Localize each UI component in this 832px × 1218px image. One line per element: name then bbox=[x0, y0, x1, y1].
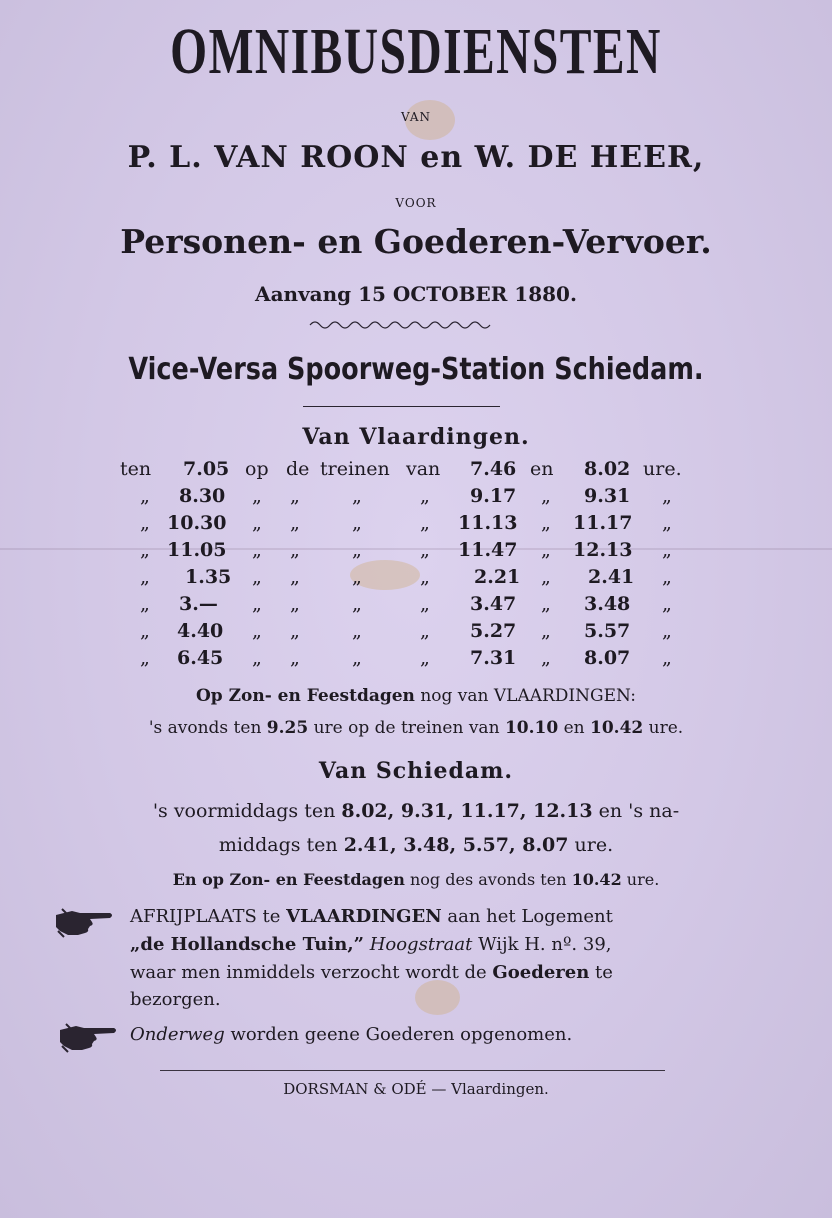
train-time: 11.47 bbox=[458, 539, 518, 561]
subtitle: Personen- en Goederen-Vervoer. bbox=[120, 222, 712, 261]
divider bbox=[303, 406, 500, 407]
text: worden geene Goederen opgenomen. bbox=[224, 1024, 573, 1045]
route-title: Vice-Versa Spoorweg-Station Schiedam. bbox=[128, 352, 704, 387]
ditto-mark: „ bbox=[541, 566, 551, 588]
train-time: 11.13 bbox=[458, 512, 518, 534]
notice-line bbox=[130, 962, 613, 983]
ditto-mark: „ bbox=[252, 647, 262, 669]
train-time: 8.07 bbox=[584, 647, 631, 669]
cell: van bbox=[406, 458, 441, 480]
ditto-mark: „ bbox=[290, 620, 300, 642]
text: middags ten bbox=[218, 834, 344, 856]
wavy-divider bbox=[0, 318, 832, 332]
cell: treinen bbox=[320, 458, 390, 480]
train-time: 3.48 bbox=[584, 593, 631, 615]
ditto-mark: „ bbox=[420, 620, 430, 642]
text: AFRIJPLAATS te bbox=[130, 906, 287, 927]
train-time: 11.17 bbox=[573, 512, 633, 534]
ditto-mark: „ bbox=[352, 620, 362, 642]
proprietors: P. L. VAN ROON en W. DE HEER, bbox=[127, 140, 705, 175]
stain bbox=[415, 980, 460, 1015]
train-time: 2.41 bbox=[588, 566, 635, 588]
inn-name: „de Hollandsche Tuin,” bbox=[130, 934, 364, 955]
ditto-mark: „ bbox=[541, 647, 551, 669]
ditto-mark: „ bbox=[420, 485, 430, 507]
time: 9.25 bbox=[266, 718, 309, 738]
ditto-mark: „ bbox=[140, 512, 150, 534]
ditto-mark: „ bbox=[352, 647, 362, 669]
printer-credit: DORSMAN & ODÉ — Vlaardingen. bbox=[283, 1080, 549, 1098]
text: aan het Logement bbox=[441, 906, 613, 927]
text: 's avonds ten bbox=[148, 718, 267, 738]
ditto-mark: „ bbox=[420, 647, 430, 669]
departure-time: 8.30 bbox=[179, 485, 226, 507]
cell: ten bbox=[120, 458, 152, 480]
ditto-mark: „ bbox=[290, 539, 300, 561]
text: te bbox=[589, 962, 613, 983]
schiedam-line-2 bbox=[0, 834, 832, 856]
ditto-mark: „ bbox=[352, 512, 362, 534]
time: 10.42 bbox=[571, 870, 622, 889]
table-row bbox=[0, 485, 832, 512]
ditto-mark: „ bbox=[252, 539, 262, 561]
train-time: 7.46 bbox=[470, 458, 517, 480]
train-time: 8.02 bbox=[584, 458, 631, 480]
ditto-mark: „ bbox=[420, 593, 430, 615]
poster-title: OMNIBUSDIENSTEN bbox=[170, 15, 662, 88]
train-time: 3.47 bbox=[470, 593, 517, 615]
cell: op bbox=[245, 458, 269, 480]
table-row bbox=[0, 512, 832, 539]
text: Wijk H. nº. 39, bbox=[472, 934, 612, 955]
sunday-label: Op Zon- en Feestdagen bbox=[195, 686, 415, 706]
text: waar men inmiddels verzocht wordt de bbox=[130, 962, 493, 983]
table-row bbox=[0, 566, 832, 593]
ditto-mark: „ bbox=[352, 485, 362, 507]
voor-label: VOOR bbox=[395, 196, 437, 210]
cell: en bbox=[530, 458, 554, 480]
train-time: 9.31 bbox=[584, 485, 631, 507]
departure-time: 6.45 bbox=[177, 647, 224, 669]
place: VLAARDINGEN bbox=[286, 906, 442, 927]
ditto-mark: „ bbox=[541, 620, 551, 642]
ditto-mark: „ bbox=[662, 620, 672, 642]
ditto-mark: „ bbox=[140, 539, 150, 561]
train-time: 12.13 bbox=[573, 539, 633, 561]
ditto-mark: „ bbox=[352, 593, 362, 615]
sunday-times bbox=[0, 718, 832, 738]
sunday-label: En op Zon- en Feestdagen bbox=[172, 870, 405, 889]
ditto-mark: „ bbox=[290, 566, 300, 588]
text: ure. bbox=[643, 718, 684, 738]
table-row bbox=[0, 620, 832, 647]
train-time: 2.21 bbox=[474, 566, 521, 588]
times: 8.02, 9.31, 11.17, 12.13 bbox=[341, 800, 593, 822]
street: Hoogstraat bbox=[363, 934, 473, 955]
ditto-mark: „ bbox=[662, 485, 672, 507]
ditto-mark: „ bbox=[352, 539, 362, 561]
ditto-mark: „ bbox=[140, 593, 150, 615]
table-row bbox=[0, 458, 832, 485]
section-heading-schiedam: Van Schiedam. bbox=[318, 758, 514, 784]
table-row bbox=[0, 593, 832, 620]
departure-time: 7.05 bbox=[183, 458, 230, 480]
ditto-mark: „ bbox=[541, 485, 551, 507]
ditto-mark: „ bbox=[290, 647, 300, 669]
ditto-mark: „ bbox=[420, 512, 430, 534]
times: 2.41, 3.48, 5.57, 8.07 bbox=[343, 834, 569, 856]
ditto-mark: „ bbox=[420, 539, 430, 561]
schiedam-sunday bbox=[0, 870, 832, 889]
ditto-mark: „ bbox=[352, 566, 362, 588]
ditto-mark: „ bbox=[140, 566, 150, 588]
ditto-mark: „ bbox=[662, 566, 672, 588]
ditto-mark: „ bbox=[252, 512, 262, 534]
start-date: Aanvang 15 OCTOBER 1880. bbox=[255, 282, 577, 306]
ditto-mark: „ bbox=[290, 593, 300, 615]
ditto-mark: „ bbox=[662, 512, 672, 534]
text: nog des avonds ten bbox=[404, 870, 572, 889]
ditto-mark: „ bbox=[252, 620, 262, 642]
ditto-mark: „ bbox=[252, 593, 262, 615]
ditto-mark: „ bbox=[140, 647, 150, 669]
ditto-mark: „ bbox=[290, 485, 300, 507]
ditto-mark: „ bbox=[662, 647, 672, 669]
departure-time: 11.05 bbox=[167, 539, 227, 561]
train-time: 7.31 bbox=[470, 647, 517, 669]
ditto-mark: „ bbox=[541, 512, 551, 534]
departure-time: 10.30 bbox=[167, 512, 227, 534]
train-time: 5.57 bbox=[584, 620, 631, 642]
ditto-mark: „ bbox=[140, 485, 150, 507]
ditto-mark: „ bbox=[252, 485, 262, 507]
ditto-mark: „ bbox=[662, 539, 672, 561]
notice-line bbox=[130, 906, 613, 927]
time: 10.42 bbox=[590, 718, 644, 738]
notice-line: bezorgen. bbox=[130, 989, 221, 1010]
ditto-mark: „ bbox=[541, 593, 551, 615]
schiedam-line-1 bbox=[0, 800, 832, 822]
sunday-note bbox=[0, 686, 832, 706]
text: ure op de treinen van bbox=[308, 718, 505, 738]
text: en 's na- bbox=[592, 800, 680, 822]
train-time: 9.17 bbox=[470, 485, 517, 507]
table-row bbox=[0, 539, 832, 566]
ditto-mark: „ bbox=[140, 620, 150, 642]
text: en bbox=[558, 718, 590, 738]
text: ure. bbox=[568, 834, 614, 856]
van-label: VAN bbox=[400, 110, 432, 124]
ditto-mark: „ bbox=[290, 512, 300, 534]
train-time: 5.27 bbox=[470, 620, 517, 642]
notice-line bbox=[130, 934, 612, 955]
ditto-mark: „ bbox=[541, 539, 551, 561]
cell: ure. bbox=[643, 458, 682, 480]
text: 's voormiddags ten bbox=[152, 800, 342, 822]
ditto-mark: „ bbox=[420, 566, 430, 588]
pointing-hand-icon bbox=[54, 905, 114, 939]
ditto-mark: „ bbox=[252, 566, 262, 588]
text: ure. bbox=[621, 870, 660, 889]
cell: de bbox=[286, 458, 310, 480]
text: Onderweg bbox=[130, 1024, 225, 1045]
time: 10.10 bbox=[504, 718, 559, 738]
departure-time: 4.40 bbox=[177, 620, 224, 642]
divider bbox=[160, 1070, 665, 1071]
notice-line bbox=[130, 1024, 572, 1045]
sunday-text: nog van VLAARDINGEN: bbox=[414, 686, 637, 706]
goods: Goederen bbox=[492, 962, 590, 983]
section-heading-vlaardingen: Van Vlaardingen. bbox=[302, 424, 530, 450]
departure-time: 1.35 bbox=[185, 566, 232, 588]
departure-time: 3.— bbox=[179, 593, 218, 615]
pointing-hand-icon bbox=[58, 1020, 118, 1054]
table-row bbox=[0, 647, 832, 674]
ditto-mark: „ bbox=[662, 593, 672, 615]
